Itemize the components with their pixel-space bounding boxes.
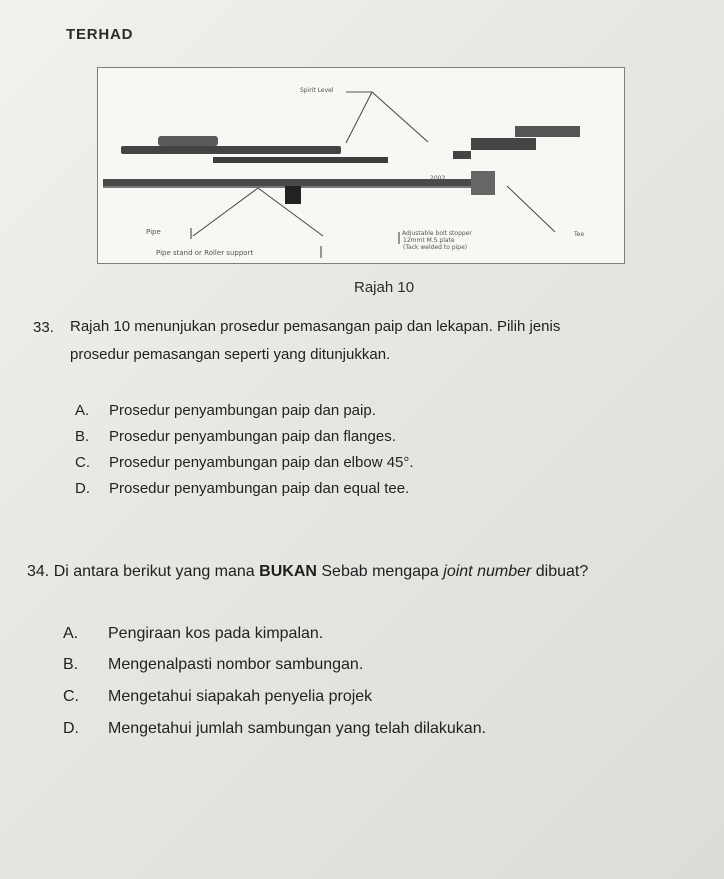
q33-option-b-text: Prosedur penyambungan paip dan flanges. <box>109 428 396 445</box>
q33-option-c[interactable] <box>75 454 414 471</box>
adjustable-bolt-stopper-label: Adjustable bolt stopper <box>402 230 472 237</box>
classification-label: TERHAD <box>66 26 134 43</box>
question-33-text-line-2: prosedur pemasangan seperti yang ditunjukkan. <box>70 346 391 363</box>
tack-welded-label: (Tack welded to pipe) <box>403 244 468 251</box>
q33-option-b[interactable] <box>75 428 396 445</box>
q34-option-a-text: Pengiraan kos pada kimpalan. <box>108 625 324 642</box>
q34-option-b-letter: B. <box>63 656 79 673</box>
q34-option-a-letter: A. <box>63 625 79 642</box>
q33-option-d-letter: D. <box>75 480 90 497</box>
q34-option-c-letter: C. <box>63 688 79 705</box>
q34-option-c-text: Mengetahui siapakah penyelia projek <box>108 688 373 705</box>
pipe-label: Pipe <box>146 228 161 236</box>
question-34-bold-word: BUKAN <box>259 563 317 580</box>
q33-option-a[interactable] <box>75 402 376 419</box>
ms-plate-label: 12mmt M.S plate <box>403 237 455 244</box>
question-33-text-line-1: Rajah 10 menunjukan prosedur pemasangan paip dan lekapan. Pilih jenis <box>70 318 561 335</box>
pipe-id-label: 2002 <box>430 175 446 182</box>
q33-option-d[interactable] <box>75 480 409 497</box>
q33-option-d-text: Prosedur penyambungan paip dan equal tee. <box>109 480 410 497</box>
q34-option-d-letter: D. <box>63 720 79 737</box>
question-34-text-part-1: Di antara berikut yang mana <box>53 563 260 580</box>
q33-option-a-text: Prosedur penyambungan paip dan paip. <box>109 402 376 419</box>
question-34-text-part-2: Sebab mengapa <box>316 563 444 580</box>
q33-option-c-text: Prosedur penyambungan paip dan elbow 45°. <box>109 454 414 471</box>
q34-option-a[interactable] <box>63 625 323 643</box>
pipe-stand-label: Pipe stand or Roller support <box>156 249 254 257</box>
q33-option-b-letter: B. <box>75 428 90 445</box>
q33-option-a-letter: A. <box>75 402 90 419</box>
q33-option-c-letter: C. <box>75 454 90 471</box>
q34-option-b-text: Mengenalpasti nombor sambungan. <box>108 656 364 673</box>
pipe-fitting-diagram <box>98 68 624 263</box>
figure-caption: Rajah 10 <box>354 279 415 296</box>
question-34-number: 34. <box>27 563 50 580</box>
q34-option-d[interactable] <box>63 720 486 738</box>
q34-option-c[interactable] <box>63 688 372 706</box>
question-34-italic-phrase: joint number <box>443 563 532 580</box>
question-34-text-part-3: dibuat? <box>531 563 589 580</box>
q34-option-b[interactable] <box>63 656 363 674</box>
q34-option-d-text: Mengetahui jumlah sambungan yang telah dilakukan. <box>108 720 487 737</box>
spirit-level-label: Spirit Level <box>300 87 334 94</box>
question-33-number: 33. <box>33 319 54 336</box>
tee-label: Tee <box>574 231 585 238</box>
figure-pipe-fitting <box>97 67 625 264</box>
question-34 <box>27 563 697 581</box>
